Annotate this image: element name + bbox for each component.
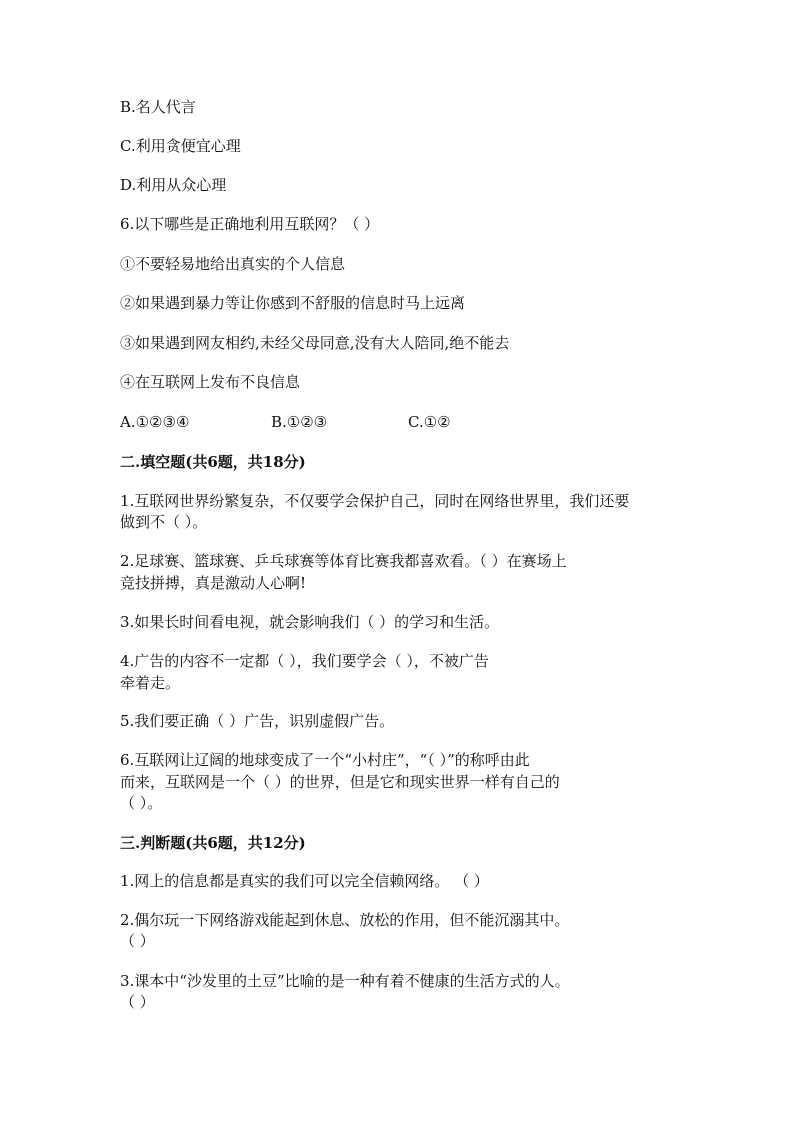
- fill-q2-line1: 2.足球赛、篮球赛、乒乓球赛等体育比赛我都喜欢看。（ ）在赛场上: [120, 552, 567, 570]
- q5-option-c: C.利用贪便宜心理: [120, 137, 241, 155]
- fill-q1-line1: 1.互联网世界纷繁复杂，不仅要学会保护自己，同时在网络世界里，我们还要: [120, 492, 630, 510]
- q6-item-2: ②如果遇到暴力等让你感到不舒服的信息时马上远离: [120, 294, 466, 312]
- q5-option-d: D.利用从众心理: [120, 176, 227, 194]
- judge-q1: 1.网上的信息都是真实的我们可以完全信赖网络。 （ ）: [120, 872, 489, 890]
- fill-q2-line2: 竞技拼搏，真是激动人心啊!: [120, 574, 307, 592]
- section2-heading: 二.填空题(共6题，共18分): [120, 453, 306, 471]
- fill-q4-line1: 4.广告的内容不一定都（ ），我们要学会（ ），不被广告: [120, 652, 489, 670]
- fill-q6-line1: 6.互联网让辽阔的地球变成了一个“小村庄”，“（ ）”的称呼由此: [120, 751, 530, 769]
- fill-q1-line2: 做到不（ ）。: [120, 513, 208, 531]
- q6-option-c: C.①②: [408, 413, 451, 431]
- q6-option-a: A.①②③④: [120, 413, 190, 431]
- q6-item-4: ④在互联网上发布不良信息: [120, 373, 301, 391]
- fill-q4-line2: 牵着走。: [120, 674, 181, 692]
- q5-option-b: B.名人代言: [120, 98, 196, 116]
- section3-heading: 三.判断题(共6题，共12分): [120, 834, 306, 852]
- fill-q5: 5.我们要正确（ ）广告，识别虚假广告。: [120, 712, 395, 730]
- q6-question: 6.以下哪些是正确地利用互联网？（ ）: [120, 215, 380, 233]
- judge-q3-line1: 3.课本中“沙发里的土豆”比喻的是一种有着不健康的生活方式的人。: [120, 972, 570, 990]
- q6-item-1: ①不要轻易地给出真实的个人信息: [120, 255, 346, 273]
- judge-q2-line2: （ ）: [120, 932, 155, 950]
- judge-q3-line2: （ ）: [120, 993, 155, 1011]
- fill-q3: 3.如果长时间看电视，就会影响我们（ ）的学习和生活。: [120, 613, 500, 631]
- judge-q2-line1: 2.偶尔玩一下网络游戏能起到休息、放松的作用，但不能沉溺其中。: [120, 911, 570, 929]
- q6-option-b: B.①②③: [271, 413, 328, 431]
- fill-q6-line3: （ ）。: [120, 794, 163, 812]
- q6-item-3: ③如果遇到网友相约,未经父母同意,没有大人陪同,绝不能去: [120, 334, 510, 352]
- fill-q6-line2: 而来，互联网是一个（ ）的世界，但是它和现实世界一样有自己的: [120, 773, 560, 791]
